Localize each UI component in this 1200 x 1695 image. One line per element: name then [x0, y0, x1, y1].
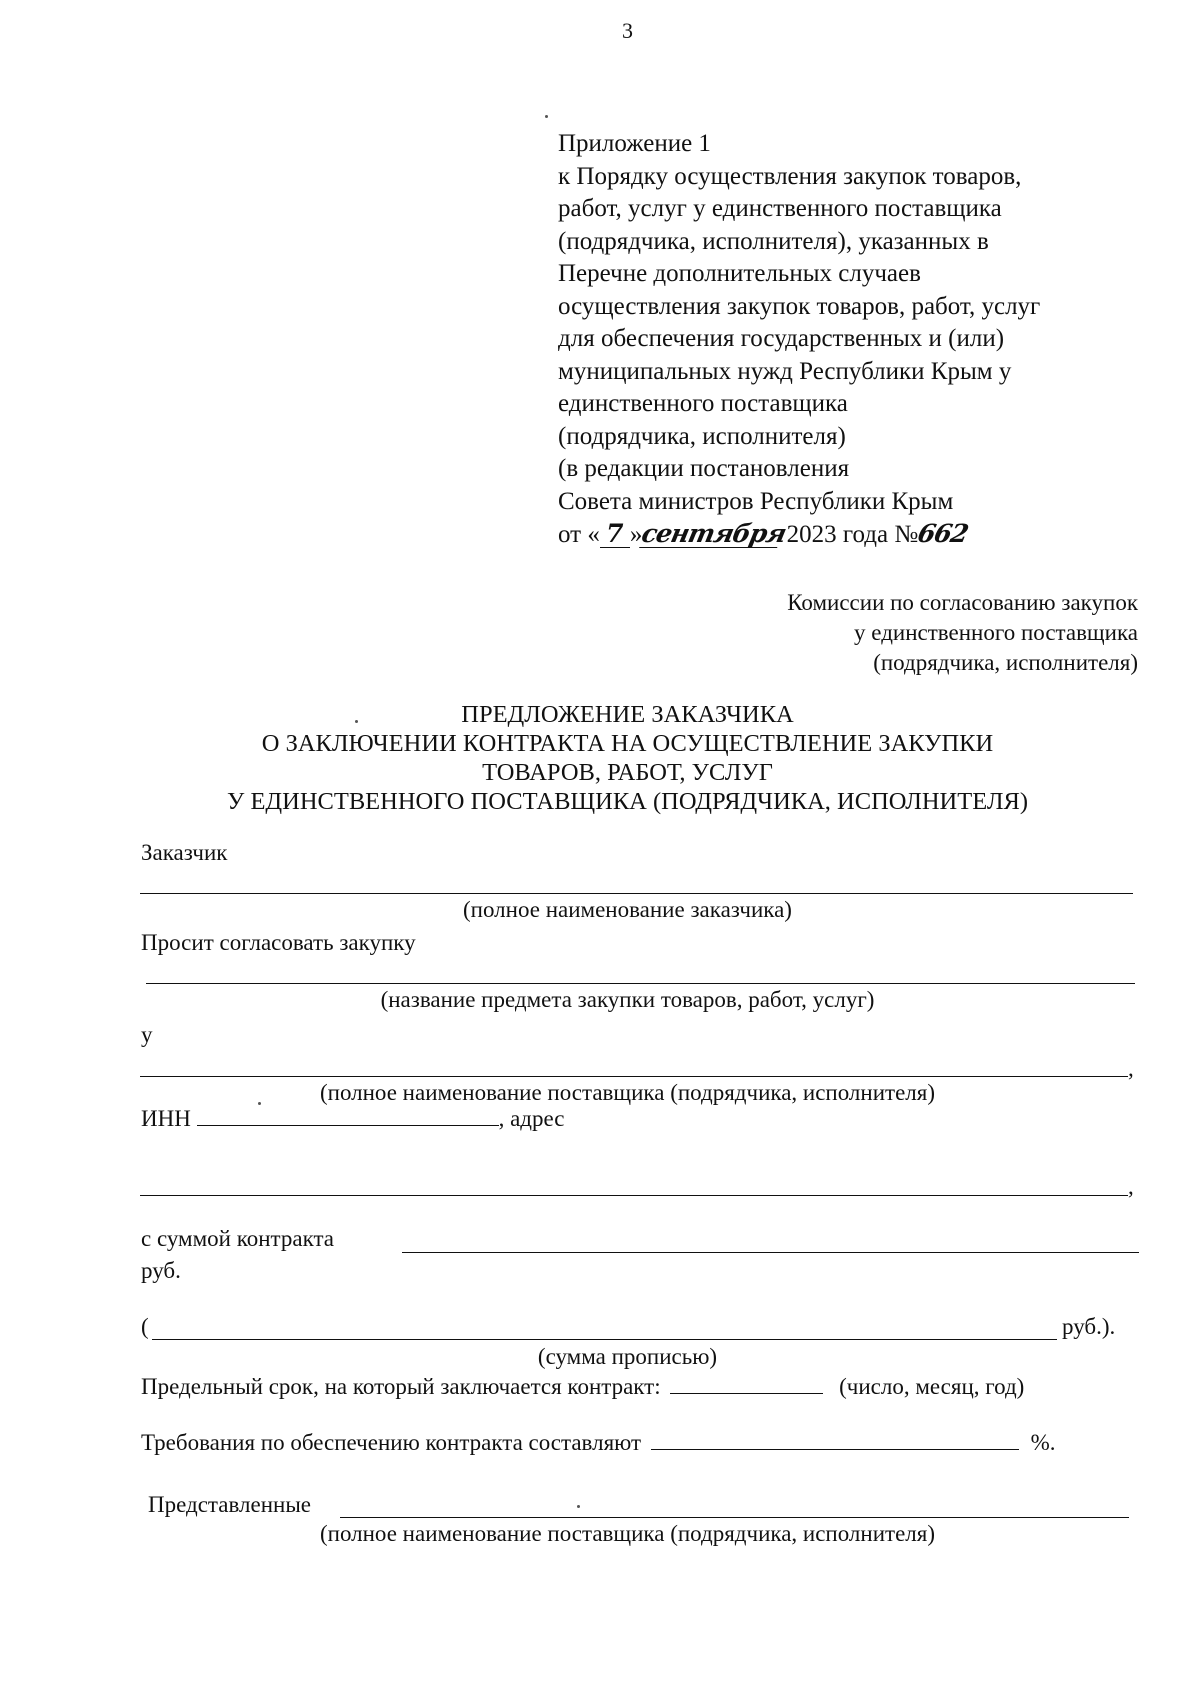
appendix-line: (подрядчика, исполнителя) — [558, 422, 846, 450]
scan-speck — [577, 1505, 580, 1508]
appendix-line: единственного поставщика — [558, 390, 848, 417]
customer-caption: (полное наименование заказчика) — [463, 897, 792, 922]
appendix-line: (подрядчика, исполнителя), указанных в — [558, 227, 989, 255]
deadline-row — [141, 1374, 1024, 1400]
sum-label: с суммой контракта — [141, 1226, 334, 1251]
sum-words-field[interactable] — [152, 1339, 1057, 1340]
handwritten-day: 7 — [600, 521, 630, 548]
subject-caption: (название предмета закупки товаров, работ, услуг) — [380, 987, 875, 1012]
submitted-caption: (полное наименование поставщика (подрядчика, исполнителя) — [319, 1521, 935, 1546]
recipient-block — [538, 588, 1138, 678]
security-percent: %. — [1030, 1430, 1056, 1455]
deadline-hint: (число, месяц, год) — [839, 1374, 1025, 1399]
page-number: 3 — [622, 18, 633, 43]
submitted-field[interactable] — [340, 1517, 1129, 1518]
submitted-label: Представленные — [148, 1492, 311, 1517]
handwritten-number: 662 — [915, 519, 971, 548]
address-comma: , — [1128, 1174, 1134, 1199]
appendix-block — [558, 128, 1158, 552]
inn-field[interactable] — [197, 1124, 499, 1126]
paren-open: ( — [141, 1314, 149, 1339]
date-year-text: 2023 года № — [786, 521, 919, 548]
appendix-line: осуществления закупок товаров, работ, услуг — [558, 292, 1041, 320]
title-line: О ЗАКЛЮЧЕНИИ КОНТРАКТА НА ОСУЩЕСТВЛЕНИЕ ЗАКУПКИ — [261, 730, 994, 757]
appendix-line: Приложение 1 — [558, 130, 711, 157]
recipient-line: Комиссии по согласованию закупок — [787, 590, 1138, 615]
document-title — [0, 700, 1200, 816]
appendix-line: Перечне дополнительных случаев — [558, 260, 921, 287]
inn-label: ИНН — [141, 1106, 191, 1131]
customer-name-field[interactable] — [140, 893, 1133, 894]
appendix-line: к Порядку осуществления закупок товаров, — [558, 162, 1022, 190]
recipient-line: (подрядчика, исполнителя) — [873, 650, 1138, 675]
appendix-line: Совета министров Республики Крым — [558, 487, 954, 515]
appendix-line: муниципальных нужд Республики Крым у — [558, 357, 1012, 385]
sum-words-rub: руб.). — [1062, 1314, 1116, 1339]
sum-field[interactable] — [402, 1252, 1139, 1253]
supplier-label: у — [141, 1022, 153, 1047]
sum-rub-label: руб. — [141, 1258, 181, 1283]
recipient-line: у единственного поставщика — [854, 620, 1138, 645]
supplier-comma: , — [1128, 1056, 1134, 1081]
handwritten-month: сентября — [639, 519, 789, 548]
request-label: Просит согласовать закупку — [141, 930, 416, 955]
appendix-line: работ, услуг у единственного поставщика — [558, 195, 1002, 222]
scan-speck — [545, 115, 548, 118]
address-label: , адрес — [498, 1106, 565, 1131]
title-line: ТОВАРОВ, РАБОТ, УСЛУГ — [482, 759, 773, 786]
resolution-date-line — [558, 518, 1158, 552]
sum-words-caption: (сумма прописью) — [537, 1344, 718, 1369]
date-prefix: от « — [558, 521, 600, 548]
subject-field[interactable] — [146, 983, 1135, 984]
security-row — [141, 1430, 1056, 1456]
date-quote-close: » — [629, 521, 643, 548]
security-label: Требования по обеспечению контракта составляют — [141, 1430, 642, 1455]
appendix-line: для обеспечения государственных и (или) — [558, 325, 1005, 352]
title-line: У ЕДИНСТВЕННОГО ПОСТАВЩИКА (ПОДРЯДЧИКА, ИСПОЛНИТЕЛЯ) — [227, 788, 1028, 815]
deadline-label: Предельный срок, на который заключается контракт: — [141, 1374, 661, 1399]
supplier-name-field[interactable] — [140, 1076, 1128, 1077]
security-field[interactable] — [651, 1448, 1019, 1450]
appendix-line: (в редакции постановления — [558, 455, 850, 482]
inn-row — [141, 1106, 565, 1132]
title-line: ПРЕДЛОЖЕНИЕ ЗАКАЗЧИКА — [461, 701, 794, 728]
deadline-field[interactable] — [670, 1392, 823, 1394]
address-field[interactable] — [140, 1195, 1128, 1196]
customer-label: Заказчик — [141, 840, 228, 865]
supplier-caption: (полное наименование поставщика (подрядчика, исполнителя) — [319, 1080, 935, 1105]
